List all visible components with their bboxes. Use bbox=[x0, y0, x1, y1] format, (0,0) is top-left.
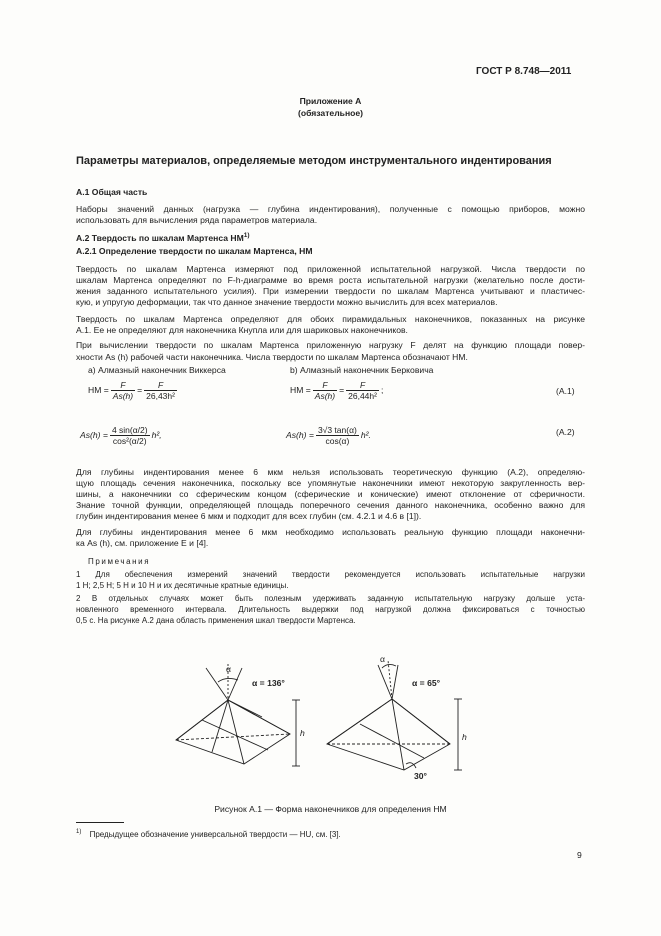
para5-line1: Для глубины индентирования менее 6 мкм необходимо использовать реальную функцию площади наконечни- bbox=[76, 527, 585, 537]
para4-line3: шины, а наконечники со сферическим концом (сферические и конические) имеют отклонение от сферичности. bbox=[76, 489, 585, 499]
equation-number-a1: (А.1) bbox=[556, 386, 575, 396]
formula-area-vickers: As(h) = $\frac{4 \sin(\alpha/2)}{\text{cos²(α/2)}}$ h², bbox=[80, 424, 162, 446]
para4-line4: Знание точной функции, определяющей площадь поперечного сечения данного наконечника, особенно важно для bbox=[76, 500, 585, 510]
equation-number-a2: (А.2) bbox=[556, 427, 575, 437]
fraction-f-berkovich: $\frac{F}{\text{26,44h²}}$ bbox=[348, 379, 377, 401]
berkovich-alpha-symbol: α bbox=[380, 654, 385, 664]
section-a1-line1: Наборы значений данных (нагрузка — глубина индентирования), полученные с помощью приборов, можно bbox=[76, 204, 585, 214]
berkovich-pyramid-drawing bbox=[327, 660, 462, 770]
para4-line1: Для глубины индентирования менее 6 мкм нельзя использовать теоретическую функцию (А.2), определяю- bbox=[76, 467, 585, 477]
footnote bbox=[76, 827, 341, 840]
para3-line1: При вычислении твердости по шкалам Мартенса приложенную нагрузку F делят на функцию площади повер- bbox=[76, 340, 585, 350]
note1-line1: 1 Для обеспечения измерений значений твердости рекомендуется использовать испытательные нагрузки bbox=[76, 570, 585, 579]
note2-line1: 2 В отдельных случаях может быть полезным удерживать заданную испытательную нагрузку дольше уста- bbox=[76, 594, 585, 603]
para4-line5: глубин индентирования менее 6 мкм и подходит для всех глубин (см. 4.2.1 и 4.6 в [1]). bbox=[76, 511, 422, 521]
appendix-title: Приложение А bbox=[299, 96, 362, 106]
berkovich-30-label: 30° bbox=[414, 771, 427, 781]
para2-line2: А.1. Ее не определяют для наконечника Кнупла или для шариковых наконечников. bbox=[76, 325, 408, 335]
formula-hm-vickers: HM = $\frac{F}{As(h)}$ = $\frac{F}{\text{26,43h²}}$ bbox=[88, 379, 175, 401]
berkovich-label: b) Алмазный наконечник Берковича bbox=[290, 365, 434, 375]
vickers-depth-label: h bbox=[300, 728, 305, 738]
para1-line2: шкалам Мартенса определяют по F-h-диаграмме во время роста испытательной нагрузки (желательно после дости- bbox=[76, 275, 585, 285]
document-number: ГОСТ Р 8.748—2011 bbox=[476, 66, 572, 77]
hm-symbol: HM = bbox=[88, 385, 109, 395]
fraction-f-as: $\frac{F}{As(h)}$ bbox=[112, 379, 134, 401]
para1-line4: кую, и упругую деформации, так что данное значение твердости можно вычислить для всех материалов. bbox=[76, 297, 498, 307]
note1-line2: 1 Н; 2,5 Н; 5 Н и 10 Н и их десятичные кратные единицы. bbox=[76, 581, 289, 590]
section-a2-heading bbox=[76, 230, 250, 244]
appendix-subtitle: (обязательное) bbox=[297, 108, 364, 118]
main-title: Параметры материалов, определяемые методом инструментального индентирования bbox=[76, 155, 552, 167]
section-a2-heading-text: А.2 Твердость по шкалам Мартенса HM bbox=[76, 232, 244, 243]
para2-line1: Твердость по шкалам Мартенса определяют для обоих пирамидальных наконечников, показанных на рисунке bbox=[76, 314, 585, 324]
vickers-angle-label: α = 136° bbox=[252, 678, 285, 688]
figure-caption: Рисунок А.1 — Форма наконечников для определения HM bbox=[214, 804, 447, 814]
note2-line2: новленного временного интервала. Длительность выдержки под нагрузкой должна фиксироваться с точностью bbox=[76, 605, 585, 614]
para5-line2: ка As (h), см. приложение Е и [4]. bbox=[76, 538, 209, 548]
para3-line2: хности As (h) рабочей части наконечника. Числа твердости по шкалам Мартенса обозначают HM. bbox=[76, 352, 468, 362]
para1-line1: Твердость по шкалам Мартенса измеряют под приложенной испытательной нагрузкой. Числа твердости по bbox=[76, 264, 585, 274]
section-a1-line2: использовать для вычисления ряда параметров материала. bbox=[76, 215, 318, 225]
section-a21-heading: А.2.1 Определение твердости по шкалам Мартенса, HM bbox=[76, 246, 313, 256]
footnote-mark: 1) bbox=[76, 829, 82, 835]
note2-line3: 0,5 с. На рисунке А.2 дана область применения шкал твердости Мартенса. bbox=[76, 616, 356, 625]
berkovich-depth-label: h bbox=[462, 732, 467, 742]
indenter-figure bbox=[0, 640, 661, 800]
berkovich-angle-label: α = 65° bbox=[412, 678, 441, 688]
vickers-label: а) Алмазный наконечник Виккерса bbox=[88, 365, 226, 375]
para4-line2: щую площадь сечения наконечника, поскольку все упомянутые наконечники имеют некоторую закругленность вер- bbox=[76, 478, 585, 488]
para1-line3: жения заданного испытательного усилия). При измерении твердости по шкалам Мартенса учитывают и пластичес- bbox=[76, 286, 585, 296]
footnote-rule bbox=[76, 822, 124, 823]
fraction-f-vickers: $\frac{F}{\text{26,43h²}}$ bbox=[146, 379, 175, 401]
notes-title: Примечания bbox=[88, 557, 151, 566]
section-a1-heading: А.1 Общая часть bbox=[76, 187, 148, 197]
formula-hm-berkovich: HM = $\frac{F}{As(h)}$ = $\frac{F}{\text{26,44h²}}$ ; bbox=[290, 379, 384, 401]
footnote-text: Предыдущее обозначение универсальной твердости — HU, см. [3]. bbox=[89, 829, 341, 839]
vickers-alpha-symbol: α bbox=[226, 664, 231, 674]
footnote-ref: 1) bbox=[243, 232, 250, 239]
formula-area-berkovich: As(h) = $\frac{3√3 \tan(\alpha)}{\cos(\alpha)}$ h². bbox=[286, 424, 371, 446]
page-number: 9 bbox=[577, 850, 582, 860]
